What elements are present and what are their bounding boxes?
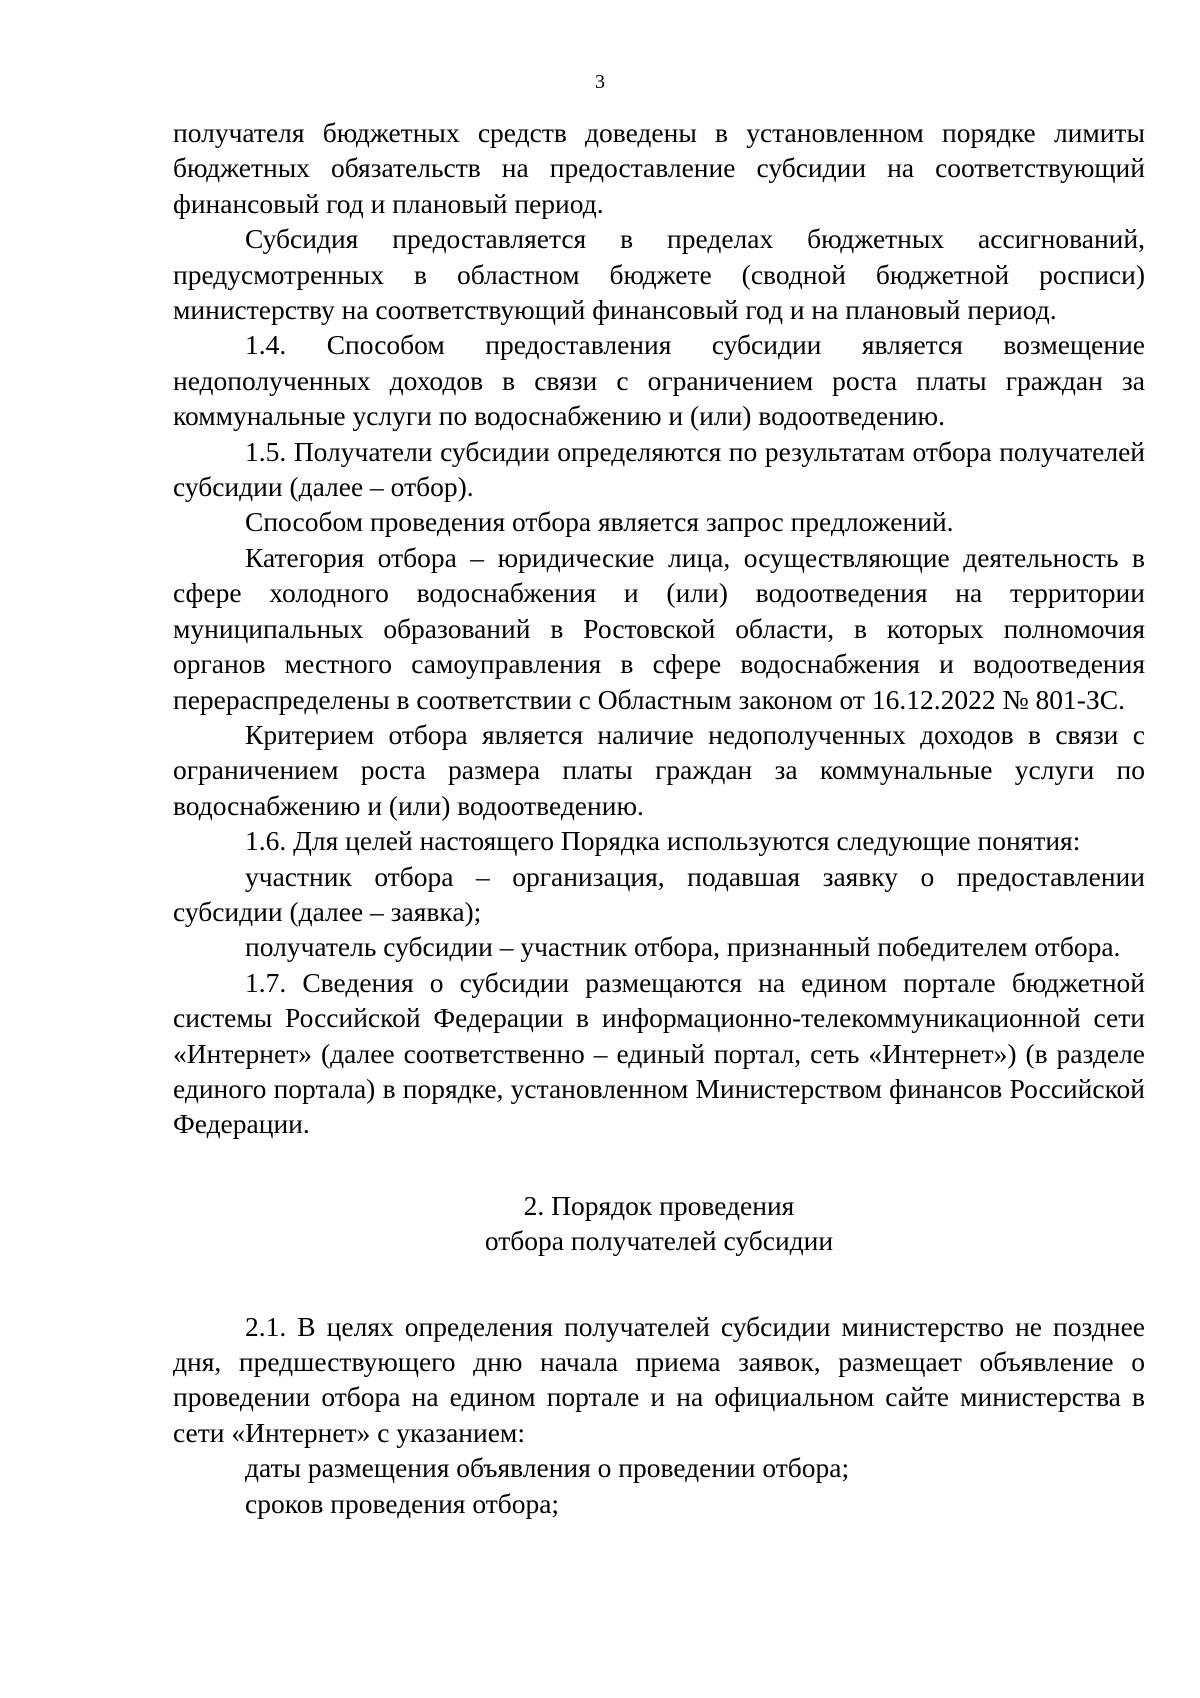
paragraph: 1.5. Получатели субсидии определяются по результатам отбора получателей субсидии (далее – отбор). xyxy=(173,435,1145,503)
section-heading-line-2: отбора получателей субсидии xyxy=(484,1225,834,1257)
paragraph: 1.6. Для целей настоящего Порядка используются следующие понятия: xyxy=(245,825,1081,857)
page-number: 3 xyxy=(595,71,605,93)
paragraph: 1.7. Сведения о субсидии размещаются на едином портале бюджетной системы Российской Федерации в информационно-телекоммуникационной сети «Интернет» (далее соответственно – единый портал, сеть «Интернет») (в разделе единого портала) в порядке, установленном Министерством финансов Российской Федерации. xyxy=(173,966,1145,1140)
section-heading-line-1: 2. Порядок проведения xyxy=(523,1189,795,1221)
paragraph: участник отбора – организация, подавшая заявку о предоставлении субсидии (далее – заявка); xyxy=(173,860,1145,927)
paragraphs-before-heading xyxy=(173,115,1145,1142)
paragraph: Способом проведения отбора является запрос предложений. xyxy=(245,506,954,538)
paragraph: Критерием отбора является наличие недополученных доходов в связи с ограничением роста размера платы граждан за коммунальные услуги по водоснабжению и (или) водоотведению. xyxy=(173,718,1145,821)
section-heading xyxy=(173,1188,1145,1259)
paragraphs-after-heading xyxy=(173,1309,1145,1521)
paragraph: получателя бюджетных средств доведены в установленном порядке лимиты бюджетных обязательств на предоставление субсидии на соответствующий финансовый год и плановый период. xyxy=(173,117,1145,219)
paragraph: сроков проведения отбора; xyxy=(245,1487,560,1519)
paragraph: Субсидия предоставляется в пределах бюджетных ассигнований, предусмотренных в областном бюджете (сводной бюджетной росписи) министерству на соответствующий финансовый год и на плановый период. xyxy=(173,223,1145,326)
paragraph: получатель субсидии – участник отбора, признанный победителем отбора. xyxy=(245,931,1121,963)
paragraph: 2.1. В целях определения получателей субсидии министерство не позднее дня, предшествующего дню начала приема заявок, размещает объявление о проведении отбора на едином портале и на официальном сайте министерства в сети «Интернет» с указанием: xyxy=(173,1310,1145,1448)
paragraph: Категория отбора – юридические лица, осуществляющие деятельность в сфере холодного водоснабжения и (или) водоотведения на территории муниципальных образований в Ростовской области, в которых полномочия органов местного самоуправления в сфере водоснабжения и водоотведения перераспределены в соответствии с Областным законом от 16.12.2022 № 801-ЗС. xyxy=(173,541,1145,715)
paragraph: 1.4. Способом предоставления субсидии является возмещение недополученных доходов в связи с ограничением роста платы граждан за коммунальные услуги по водоснабжению и (или) водоотведению. xyxy=(173,329,1145,432)
document-body xyxy=(173,115,1145,1521)
paragraph: даты размещения объявления о проведении отбора; xyxy=(245,1452,850,1484)
